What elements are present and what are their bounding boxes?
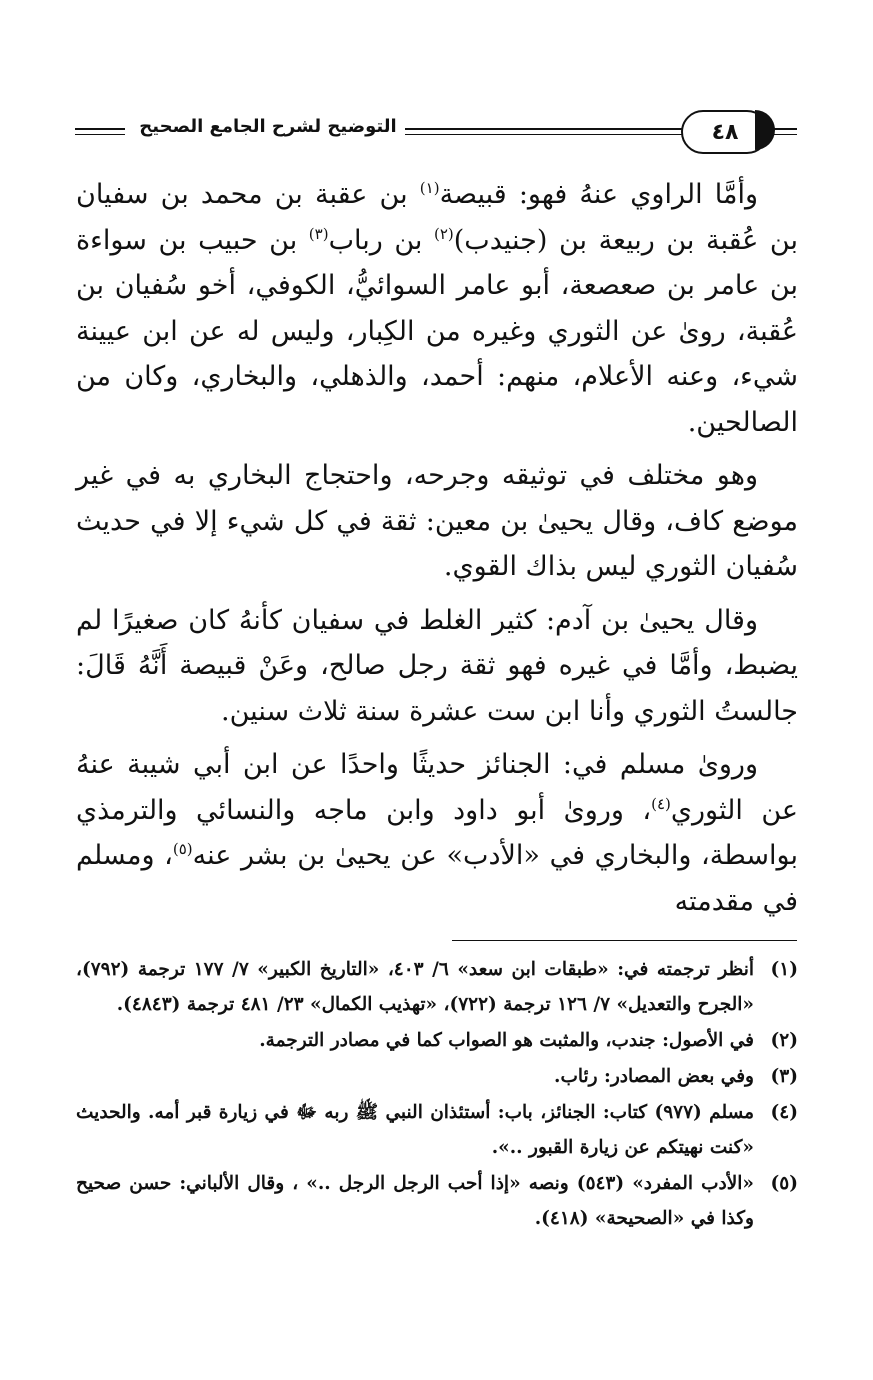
page-header xyxy=(75,110,797,156)
paragraph-4 xyxy=(76,742,798,924)
header-rule-middle-bottom xyxy=(405,134,687,135)
main-text xyxy=(76,172,798,932)
text-segment: بن حبيب بن سواءة بن عامر بن صعصعة، أبو عامر السوائيُّ، الكوفي، أخو سُفيان بن عُقبة، روىٰ عن الثوري وغيره من الكِبار، وليس له عن ابن عيينة شيء، وعنه الأعلام، منهم: أحمد، والذهلي، والبخاري، وكان من الصالحين. xyxy=(76,224,798,438)
text-segment: بن عقبة بن محمد بن سفيان بن عُقبة بن ربيعة بن (جنيدب) xyxy=(76,179,798,256)
paragraph-1 xyxy=(76,172,798,445)
footnote-text: في الأصول: جندب، والمثبت هو الصواب كما في مصادر الترجمة. xyxy=(259,1030,754,1051)
text-segment: وهو مختلف في توثيقه وجرحه، واحتجاج البخاري به في غير موضع كاف، وقال يحيىٰ بن معين: ثقة في كل شيء إلا في حديث سُفيان الثوري ليس بذاك القوي. xyxy=(76,460,798,582)
header-rule-right-bottom xyxy=(771,134,797,135)
header-rule-middle-top xyxy=(405,128,687,130)
page-number-badge xyxy=(681,110,769,154)
footnote-text: وفي بعض المصادر: رئاب. xyxy=(554,1066,754,1087)
footnote-number: (٤) xyxy=(770,1102,798,1123)
footnote-4 xyxy=(76,1095,798,1165)
footnote-1 xyxy=(76,952,798,1022)
header-rule-left-bottom xyxy=(75,134,125,135)
footnote-5 xyxy=(76,1166,798,1236)
footnote-2 xyxy=(76,1023,798,1058)
footnote-number: (٥) xyxy=(770,1173,798,1194)
footnote-ref-1[interactable]: (١) xyxy=(419,179,440,197)
footnote-ref-4[interactable]: (٤) xyxy=(651,794,671,813)
footnote-ref-2[interactable]: (٢) xyxy=(433,224,454,243)
text-segment: بن رباب xyxy=(328,224,434,256)
footnote-text: مسلم (٩٧٧) كتاب: الجنائز، باب: أستئذان النبي ﷺ ربه ﷻ في زيارة قبر أمه. والحديث «كنت نهيتكم عن زيارة القبور ..». xyxy=(76,1102,754,1158)
text-segment: وقال يحيىٰ بن آدم: كثير الغلط في سفيان كأنهُ كان صغيرًا لم يضبط، وأمَّا في غيره فهو ثقة رجل صالح، وعَنْ قبيصة أَنَّهُ قَالَ: جالستُ الثوري وأنا ابن ست عشرة سنة ثلاث سنين. xyxy=(76,604,798,727)
text-segment: وأمَّا الراوي عنهُ فهو: قبيصة xyxy=(439,179,758,210)
footnote-number: (٣) xyxy=(770,1066,798,1087)
footnote-text: أنظر ترجمته في: «طبقات ابن سعد» ٦/ ٤٠٣، «التاريخ الكبير» ٧/ ١٧٧ ترجمة (٧٩٢)، «الجرح والتعديل» ٧/ ١٢٦ ترجمة (٧٢٢)، «تهذيب الكمال» ٢٣/ ٤٨١ ترجمة (٤٨٤٣). xyxy=(76,959,755,1015)
footnote-ref-5[interactable]: (٥) xyxy=(172,840,193,858)
paragraph-3 xyxy=(76,598,798,735)
text-segment: وروىٰ مسلم في: الجنائز حديثًا واحدًا عن ابن أبي شيبة عنهُ عن الثوري xyxy=(76,749,798,826)
text-segment: ، ومسلم في مقدمته xyxy=(76,840,798,917)
crescent-ornament-icon xyxy=(755,110,775,150)
footnote-divider xyxy=(452,940,797,941)
footnote-text: «الأدب المفرد» (٥٤٣) ونصه «إذا أحب الرجل الرجل ..» ، وقال الألباني: حسن صحيح وكذا في «الصحيحة» (٤١٨). xyxy=(76,1173,754,1229)
header-rule-left-top xyxy=(75,128,125,130)
paragraph-2 xyxy=(76,453,798,590)
footnote-number: (١) xyxy=(770,959,798,980)
footnotes xyxy=(76,952,798,1237)
page-number: ٤٨ xyxy=(711,119,739,145)
footnote-3 xyxy=(76,1059,798,1094)
footnote-ref-3[interactable]: (٣) xyxy=(308,224,329,243)
text-segment: ، وروىٰ أبو داود وابن ماجه والنسائي والترمذي بواسطة، والبخاري في «الأدب» عن يحيىٰ بن بشر عنه xyxy=(76,794,798,871)
running-title: التوضيح لشرح الجامع الصحيح xyxy=(137,116,399,137)
footnote-number: (٢) xyxy=(770,1030,798,1051)
